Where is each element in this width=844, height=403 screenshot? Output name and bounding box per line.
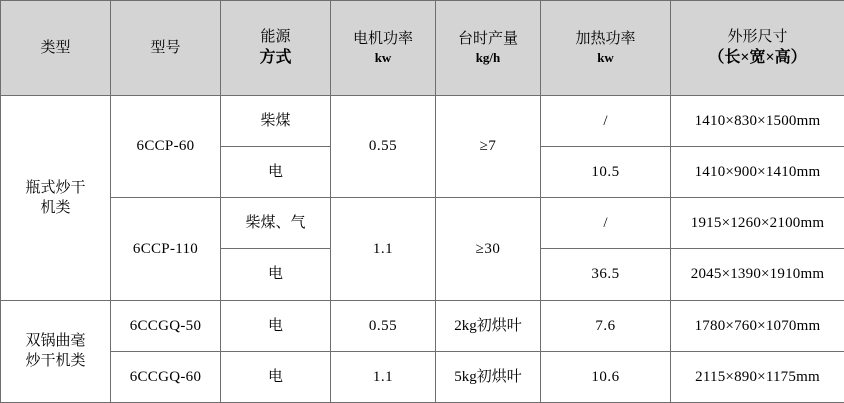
- header-unit: kw: [374, 50, 392, 66]
- dimension-cell: 1410×900×1410mm: [671, 147, 844, 198]
- heat-power-cell: 10.6: [541, 351, 671, 402]
- header-title: 外形尺寸: [727, 29, 788, 46]
- heat-power-cell: /: [541, 198, 671, 249]
- header-title: 类型: [40, 39, 71, 56]
- energy-cell: 电: [221, 147, 331, 198]
- header-title: 能源: [260, 29, 291, 46]
- energy-cell: 电: [221, 249, 331, 300]
- header-title: 电机功率: [352, 31, 413, 48]
- header-cell-dimension: [671, 1, 844, 96]
- model-cell: 6CCP-60: [111, 95, 221, 197]
- dimension-cell: 1410×830×1500mm: [671, 95, 844, 146]
- model-cell: 6CCP-110: [111, 198, 221, 300]
- category-label-line2: 炒干机类: [25, 353, 86, 370]
- category-label-line2: 机类: [40, 199, 71, 216]
- header-cell-output: [436, 1, 541, 96]
- category-cell-double-pot-type: [1, 300, 111, 402]
- header-subtitle: （长×宽×高）: [708, 49, 807, 67]
- header-unit: kw: [597, 50, 614, 66]
- dimension-cell: 2115×890×1175mm: [671, 351, 844, 402]
- category-label-line1: 瓶式炒干: [25, 179, 86, 196]
- category-cell-bottle-type: [1, 95, 111, 300]
- motor-power-cell: 1.1: [331, 351, 436, 402]
- category-label-line1: 双锅曲毫: [25, 333, 86, 350]
- header-cell-motor-power: [331, 1, 436, 96]
- dimension-cell: 2045×1390×1910mm: [671, 249, 844, 300]
- energy-cell: 电: [221, 300, 331, 351]
- header-cell-heat-power: [541, 1, 671, 96]
- header-cell-energy: [221, 1, 331, 96]
- output-cell: 5kg初烘叶: [436, 351, 541, 402]
- motor-power-cell: 0.55: [331, 300, 436, 351]
- header-title: 加热功率: [575, 31, 636, 48]
- table-row: [1, 300, 844, 351]
- header-cell-model: [111, 1, 221, 96]
- dimension-cell: 1780×760×1070mm: [671, 300, 844, 351]
- header-title: 台时产量: [457, 31, 518, 48]
- energy-cell: 电: [221, 351, 331, 402]
- motor-power-cell: 1.1: [331, 198, 436, 300]
- header-cell-type: [1, 1, 111, 96]
- header-subtitle: 方式: [259, 49, 292, 67]
- model-cell: 6CCGQ-50: [111, 300, 221, 351]
- dimension-cell: 1915×1260×2100mm: [671, 198, 844, 249]
- model-cell: 6CCGQ-60: [111, 351, 221, 402]
- heat-power-cell: 36.5: [541, 249, 671, 300]
- output-cell: ≥7: [436, 95, 541, 197]
- table-header-row: [1, 1, 844, 96]
- table-row: [1, 198, 844, 249]
- header-unit: kg/h: [475, 50, 501, 66]
- table-row: [1, 95, 844, 146]
- table-row: [1, 351, 844, 402]
- output-cell: 2kg初烘叶: [436, 300, 541, 351]
- energy-cell: 柴煤: [221, 95, 331, 146]
- output-cell: ≥30: [436, 198, 541, 300]
- motor-power-cell: 0.55: [331, 95, 436, 197]
- heat-power-cell: /: [541, 95, 671, 146]
- header-title: 型号: [150, 39, 181, 56]
- energy-cell: 柴煤、气: [221, 198, 331, 249]
- heat-power-cell: 10.5: [541, 147, 671, 198]
- heat-power-cell: 7.6: [541, 300, 671, 351]
